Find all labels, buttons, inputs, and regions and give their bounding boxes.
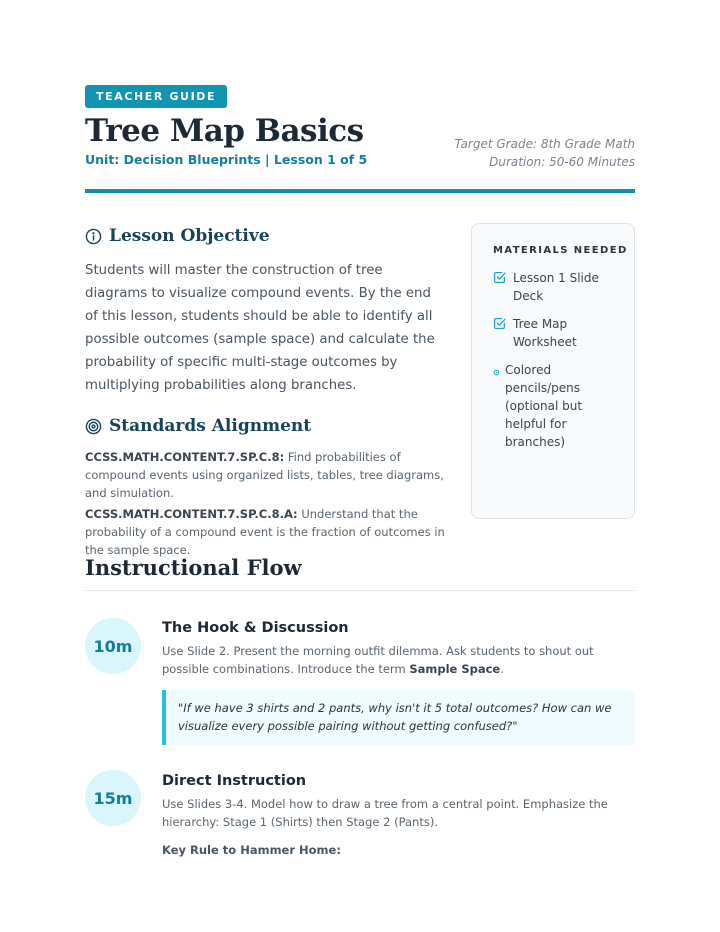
objective-heading-text: Lesson Objective <box>109 226 270 246</box>
standard-text: Understand that the probability of a compound event is the fraction of outcomes in the sample space. <box>85 507 445 557</box>
step-description: Use Slides 3-4. Model how to draw a tree from a central point. Emphasize the hierarchy: Stage 1 (Shirts) then Stage 2 (Pants). <box>162 797 608 829</box>
unit-subtitle: Unit: Decision Blueprints | Lesson 1 of 5 <box>85 152 368 167</box>
objective-text: Students will master the construction of tree diagrams to visualize compound events. By the end of this lesson, students should be able to identify all possible outcomes (sample space) and calculate the probability of specific multi-stage outcomes by multiplying probabilities along branches. <box>85 263 435 393</box>
step-desc-end: . <box>500 662 504 676</box>
step-desc-text: Use Slide 2. Present the morning outfit dilemma. Ask students to shout out possible combinations. Introduce the term <box>162 644 594 676</box>
objective-column <box>85 223 445 559</box>
lesson-meta <box>455 135 636 171</box>
standard-code: CCSS.MATH.CONTENT.7.SP.C.8.A: <box>85 507 298 521</box>
target-grade: Target Grade: 8th Grade Math <box>454 137 635 151</box>
bullet-icon <box>493 369 500 376</box>
material-item <box>493 361 622 451</box>
step-title: Direct Instruction <box>162 773 307 789</box>
teacher-guide-badge: TEACHER GUIDE <box>85 85 227 108</box>
checkbox-icon <box>493 271 506 284</box>
materials-title: MATERIALS NEEDED <box>493 245 628 256</box>
page-title: Tree Map Basics <box>85 113 364 149</box>
target-icon <box>85 418 102 435</box>
standard-item <box>85 505 445 559</box>
material-item <box>493 315 622 351</box>
discussion-quote: "If we have 3 shirts and 2 pants, why isn't it 5 total outcomes? How can we visualize every possible pairing without getting confused?" <box>162 690 635 745</box>
step-title: The Hook & Discussion <box>162 620 349 636</box>
lesson-page <box>85 85 635 857</box>
key-rule-label: Key Rule to Hammer Home: <box>162 843 341 857</box>
material-label: Lesson 1 Slide Deck <box>513 271 599 303</box>
standard-item <box>85 448 445 502</box>
material-item <box>493 269 622 305</box>
material-label: Colored pencils/pens (optional but helpful for branches) <box>505 363 583 449</box>
sample-space-term: Sample Space <box>409 662 501 676</box>
checkbox-icon <box>493 317 506 330</box>
standard-text: Find probabilities of compound events using organized lists, tables, tree diagrams, and simulation. <box>85 450 444 500</box>
materials-list <box>493 269 622 451</box>
objective-heading <box>85 223 445 249</box>
step-description <box>162 642 635 678</box>
standard-code: CCSS.MATH.CONTENT.7.SP.C.8: <box>85 450 285 464</box>
step-time-badge: 15m <box>85 770 141 826</box>
step-body <box>162 773 635 857</box>
standards-heading <box>85 413 445 439</box>
step-time-badge: 10m <box>85 618 141 674</box>
step-body <box>162 620 635 745</box>
page-header <box>85 85 635 193</box>
materials-card <box>471 223 635 519</box>
standards-heading-text: Standards Alignment <box>109 416 312 436</box>
info-icon <box>85 228 102 245</box>
instructional-flow-heading: Instructional Flow <box>85 555 635 591</box>
duration: Duration: 50-60 Minutes <box>489 155 635 169</box>
material-label: Tree Map Worksheet <box>513 317 577 349</box>
